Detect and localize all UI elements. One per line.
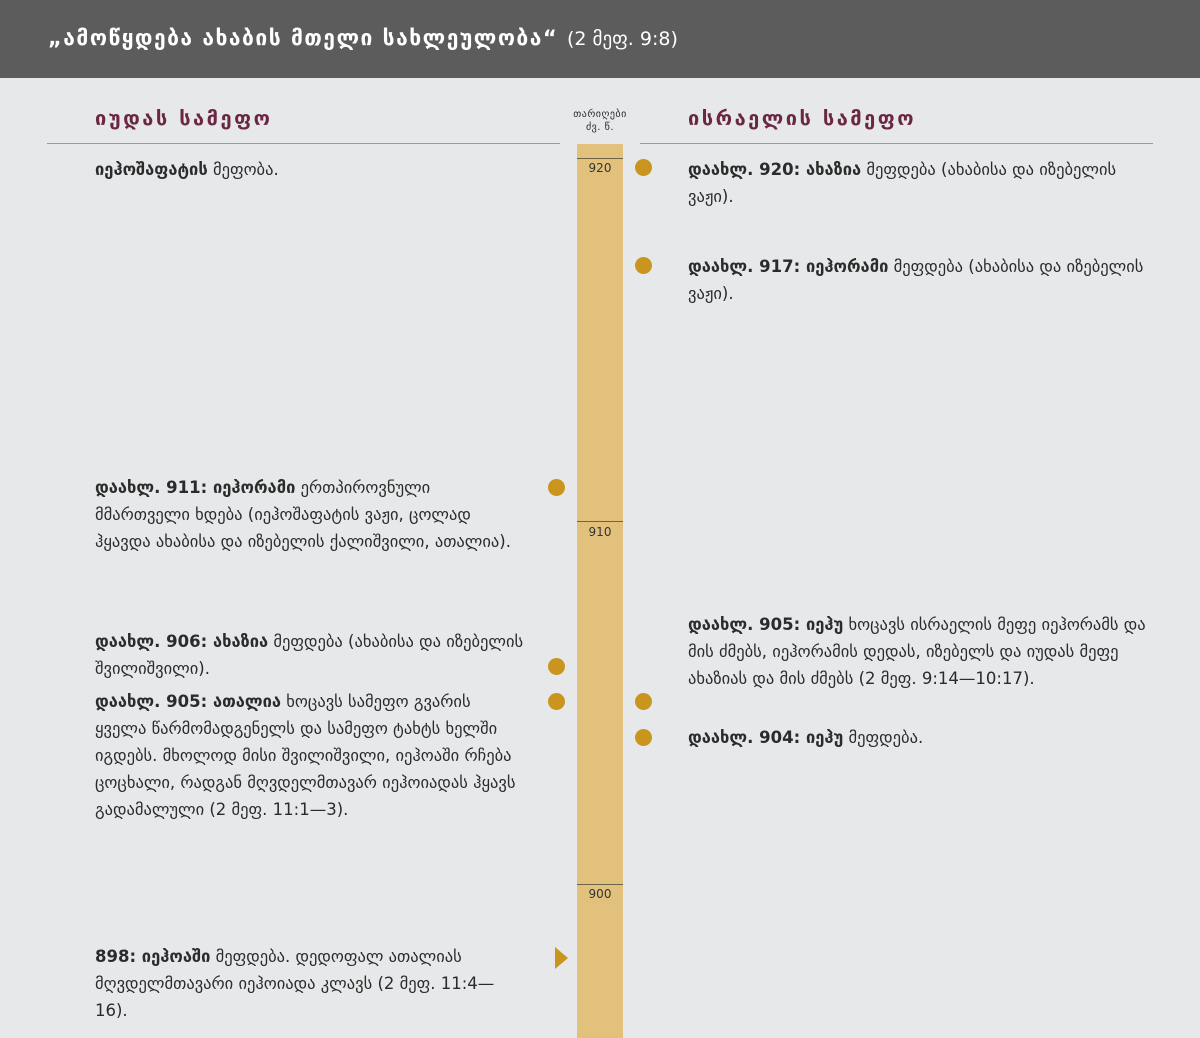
event-name: იეჰორამი (212, 478, 296, 497)
judah-event-906 (95, 628, 525, 682)
event-lead: დაახლ. 917: (688, 257, 806, 276)
axis-title (560, 108, 640, 134)
axis-title-line2: ძვ. წ. (585, 122, 615, 133)
tick-910 (577, 521, 623, 522)
event-name: იეჰორამი (805, 257, 889, 276)
event-text: მეფდება (ახაბისა და იზებელის ვაჟი). (688, 257, 1144, 303)
title-reference: (2 მეფ. 9:8) (567, 28, 678, 50)
event-text: მეფობა. (207, 160, 279, 179)
header-bar (0, 0, 1200, 78)
event-name: იეჰოაში (141, 947, 211, 966)
event-name: ახაზია (805, 160, 862, 179)
israel-marker-905 (635, 693, 652, 710)
israel-event-917 (688, 253, 1148, 307)
tick-label-900: 900 (588, 887, 612, 901)
left-divider (47, 143, 560, 144)
judah-marker-911 (548, 479, 565, 496)
event-text: ხოცავს ისრაელის მეფე იეჰორამს და მის ძმებს, იეჰორამის დედას, იზებელს და იუდას მეფე ახაზიას და მის ძმებს (2 მეფ. 9:14—10:17). (688, 615, 1146, 688)
page-title (48, 26, 678, 50)
event-name: ათალია (212, 692, 282, 711)
title-text: „ამოწყდება ახაბის მთელი სახლეულობა“ (48, 26, 559, 50)
israel-marker-904 (635, 729, 652, 746)
event-lead: დაახლ. 905: (688, 615, 806, 634)
event-lead: დაახლ. 920: (688, 160, 806, 179)
timeline-bar (577, 144, 623, 1038)
judah-event-jehoshaphat (95, 156, 525, 183)
judah-heading: იუდას სამეფო (95, 106, 273, 130)
event-name: ახაზია (212, 632, 269, 651)
event-text: მეფდება (ახაბისა და იზებელის ვაჟი). (688, 160, 1117, 206)
tick-900 (577, 884, 623, 885)
event-name: იეჰუ (805, 615, 844, 634)
event-text: ერთპიროვნული მმართველი ხდება (იეჰოშაფატის ვაჟი, ცოლად ჰყავდა ახაბისა და იზებელის ქალიშვილი, ათალია). (95, 478, 511, 551)
israel-marker-917 (635, 257, 652, 274)
event-lead: 898: (95, 947, 142, 966)
event-text: მეფდება (ახაბისა და იზებელის შვილიშვილი). (95, 632, 524, 678)
israel-event-904 (688, 724, 1148, 751)
judah-event-905 (95, 688, 525, 823)
event-name: იეჰოშაფატის (95, 160, 208, 179)
judah-marker-898-arrow (555, 947, 568, 969)
israel-marker-920 (635, 159, 652, 176)
judah-event-898 (95, 943, 525, 1024)
tick-label-910: 910 (588, 525, 612, 539)
event-text: მეფდება. (843, 728, 924, 747)
event-lead: დაახლ. 911: (95, 478, 213, 497)
right-divider (640, 143, 1153, 144)
tick-920 (577, 158, 623, 159)
tick-label-920: 920 (588, 161, 612, 175)
judah-marker-905 (548, 693, 565, 710)
event-text: ხოცავს სამეფო გვარის ყველა წარმომადგენელს და სამეფო ტახტს ხელში იგდებს. მხოლოდ მისი შვილიშვილი, იეჰოაში რჩება ცოცხალი, რადგან მღვდელმთავარ იეჰოიადას ჰყავს გადამალული (2 მეფ. 11:1—3). (95, 692, 516, 819)
israel-heading: ისრაელის სამეფო (688, 106, 917, 130)
event-name: იეჰუ (805, 728, 844, 747)
israel-event-905 (688, 611, 1148, 692)
event-lead: დაახლ. 906: (95, 632, 213, 651)
israel-event-920 (688, 156, 1148, 210)
axis-title-line1: თარიღები (573, 109, 627, 120)
event-lead: დაახლ. 904: (688, 728, 806, 747)
judah-event-911 (95, 474, 525, 555)
event-lead: დაახლ. 905: (95, 692, 213, 711)
judah-marker-906 (548, 658, 565, 675)
event-text: მეფდება. დედოფალ ათალიას მღვდელმთავარი იეჰოიადა კლავს (2 მეფ. 11:4—16). (95, 947, 495, 1020)
